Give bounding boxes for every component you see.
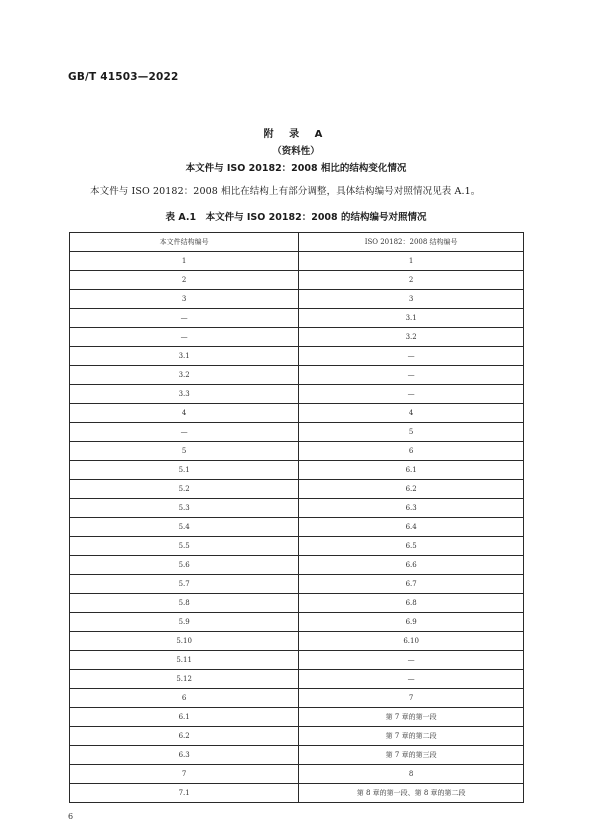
- cell-iso-number: 6.3: [299, 499, 524, 518]
- table-row: [70, 385, 524, 404]
- cell-iso-number: 6.6: [299, 556, 524, 575]
- cell-iso-number: 3.1: [299, 309, 524, 328]
- table-row: [70, 499, 524, 518]
- cell-iso-number: 3: [299, 290, 524, 309]
- cell-this-document-number: 5.2: [70, 480, 299, 499]
- table-row: [70, 613, 524, 632]
- cell-this-document-number: —: [70, 423, 299, 442]
- table-row: [70, 518, 524, 537]
- table-row: [70, 708, 524, 727]
- table-row: [70, 556, 524, 575]
- cell-this-document-number: 5.8: [70, 594, 299, 613]
- table-row: [70, 328, 524, 347]
- annex-type: （资料性）: [272, 146, 320, 157]
- table-row: [70, 309, 524, 328]
- intro-paragraph: 本文件与 ISO 20182：2008 相比在结构上有部分调整，具体结构编号对照情况见表 A.1。: [90, 186, 481, 197]
- cell-this-document-number: 3: [70, 290, 299, 309]
- cell-iso-number: —: [299, 366, 524, 385]
- table-row: [70, 404, 524, 423]
- cell-this-document-number: —: [70, 328, 299, 347]
- cell-iso-number: 第 8 章的第一段、第 8 章的第二段: [299, 784, 524, 803]
- table-row: [70, 689, 524, 708]
- annex-heading: 本文件与 ISO 20182：2008 相比的结构变化情况: [185, 163, 407, 174]
- cell-iso-number: 6.7: [299, 575, 524, 594]
- cell-iso-number: —: [299, 347, 524, 366]
- cell-this-document-number: 6: [70, 689, 299, 708]
- cell-iso-number: —: [299, 670, 524, 689]
- table-row: [70, 784, 524, 803]
- table-row: [70, 366, 524, 385]
- cell-iso-number: 2: [299, 271, 524, 290]
- cell-this-document-number: 5.5: [70, 537, 299, 556]
- cell-this-document-number: 5.11: [70, 651, 299, 670]
- page-number: 6: [68, 812, 74, 821]
- cell-iso-number: 6.10: [299, 632, 524, 651]
- cell-iso-number: 6.4: [299, 518, 524, 537]
- cell-iso-number: 6.5: [299, 537, 524, 556]
- cell-iso-number: 3.2: [299, 328, 524, 347]
- table-row: [70, 746, 524, 765]
- cell-this-document-number: 5.9: [70, 613, 299, 632]
- cell-iso-number: 6.8: [299, 594, 524, 613]
- table-row: [70, 271, 524, 290]
- table-row: [70, 670, 524, 689]
- table-row: [70, 480, 524, 499]
- cell-this-document-number: 4: [70, 404, 299, 423]
- cell-this-document-number: —: [70, 309, 299, 328]
- table-caption: 表 A.1 本文件与 ISO 20182：2008 的结构编号对照情况: [165, 212, 427, 223]
- cell-iso-number: 第 7 章的第三段: [299, 746, 524, 765]
- cell-iso-number: 6.1: [299, 461, 524, 480]
- cell-iso-number: 6: [299, 442, 524, 461]
- cell-this-document-number: 7.1: [70, 784, 299, 803]
- table-row: [70, 423, 524, 442]
- table-row: [70, 632, 524, 651]
- cell-iso-number: 4: [299, 404, 524, 423]
- cell-this-document-number: 1: [70, 252, 299, 271]
- cell-this-document-number: 5: [70, 442, 299, 461]
- cell-this-document-number: 3.1: [70, 347, 299, 366]
- table-row: [70, 461, 524, 480]
- cell-this-document-number: 2: [70, 271, 299, 290]
- cell-iso-number: 6.2: [299, 480, 524, 499]
- table-row: [70, 290, 524, 309]
- cell-iso-number: 1: [299, 252, 524, 271]
- standard-code: GB/T 41503—2022: [68, 71, 179, 83]
- cell-iso-number: —: [299, 651, 524, 670]
- cell-iso-number: 8: [299, 765, 524, 784]
- table-row: [70, 575, 524, 594]
- annex-title: 附 录 A: [263, 129, 329, 140]
- table-row: [70, 442, 524, 461]
- cell-this-document-number: 5.12: [70, 670, 299, 689]
- cell-iso-number: 6.9: [299, 613, 524, 632]
- table-body: [70, 252, 524, 803]
- cell-this-document-number: 7: [70, 765, 299, 784]
- cell-this-document-number: 5.7: [70, 575, 299, 594]
- cell-this-document-number: 3.3: [70, 385, 299, 404]
- cell-iso-number: —: [299, 385, 524, 404]
- cell-this-document-number: 5.1: [70, 461, 299, 480]
- cell-this-document-number: 3.2: [70, 366, 299, 385]
- cell-this-document-number: 6.3: [70, 746, 299, 765]
- cell-this-document-number: 5.6: [70, 556, 299, 575]
- table-row: [70, 765, 524, 784]
- cell-this-document-number: 5.4: [70, 518, 299, 537]
- cell-iso-number: 7: [299, 689, 524, 708]
- cell-this-document-number: 6.2: [70, 727, 299, 746]
- table-header-row: [70, 233, 524, 252]
- table-row: [70, 347, 524, 366]
- column-header-iso: ISO 20182：2008 结构编号: [299, 233, 524, 252]
- cell-iso-number: 第 7 章的第一段: [299, 708, 524, 727]
- cell-iso-number: 第 7 章的第二段: [299, 727, 524, 746]
- table-row: [70, 651, 524, 670]
- table-row: [70, 594, 524, 613]
- table-row: [70, 537, 524, 556]
- cell-this-document-number: 5.3: [70, 499, 299, 518]
- table-row: [70, 252, 524, 271]
- cell-iso-number: 5: [299, 423, 524, 442]
- cell-this-document-number: 6.1: [70, 708, 299, 727]
- cell-this-document-number: 5.10: [70, 632, 299, 651]
- table-row: [70, 727, 524, 746]
- column-header-this-document: 本文件结构编号: [70, 233, 299, 252]
- structure-mapping-table: [69, 232, 524, 803]
